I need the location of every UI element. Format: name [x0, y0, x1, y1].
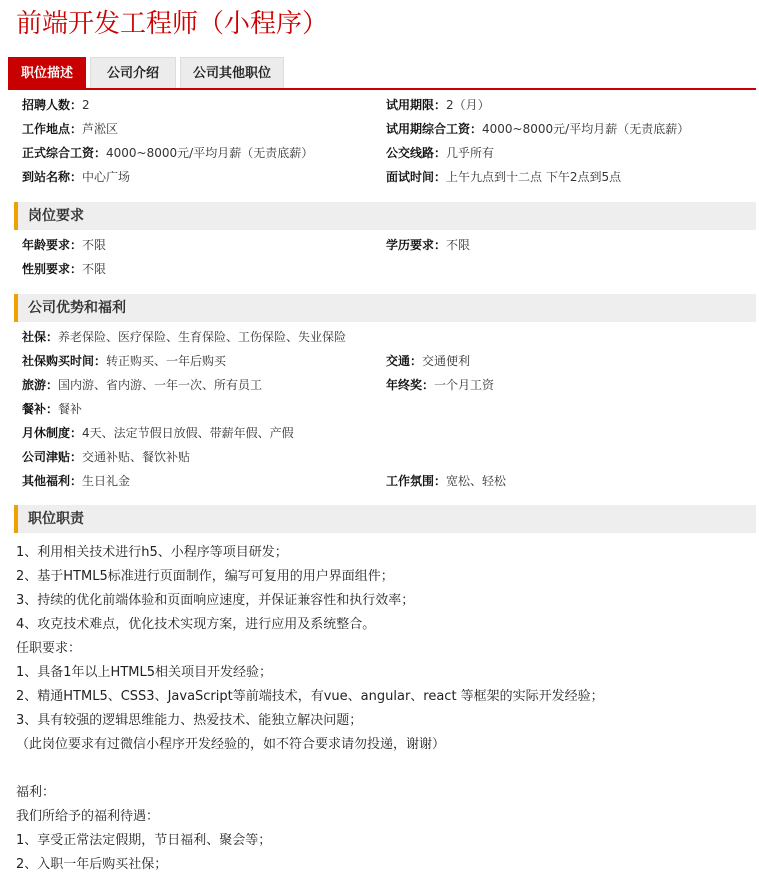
tab-other-positions[interactable]: 公司其他职位 [180, 57, 284, 88]
benefit-value: 一个月工资 [434, 378, 495, 392]
info-station [22, 167, 130, 187]
duties-description [16, 541, 746, 877]
info-label: 面试时间： [386, 170, 447, 184]
duty-line: 1、利用相关技术进行h5、小程序等项目研发； [16, 545, 288, 560]
section-header-duties [14, 505, 756, 533]
benefit-label: 社保： [22, 330, 59, 344]
duty-line: （此岗位要求有过微信小程序开发经验的，如不符合要求请勿投递，谢谢） [16, 737, 446, 752]
duty-line: 3、持续的优化前端体验和页面响应速度，并保证兼容性和执行效率； [16, 593, 415, 608]
benefit-label: 月休制度： [22, 426, 83, 440]
info-probation-period [386, 95, 490, 115]
info-label: 公交线路： [386, 146, 447, 160]
info-label: 试用期综合工资： [386, 122, 483, 136]
benefit-value: 国内游、省内游、一年一次、所有员工 [58, 378, 263, 392]
duty-line: 任职要求： [16, 641, 82, 656]
benefit-value: 生日礼金 [82, 474, 131, 488]
section-title: 公司优势和福利 [28, 300, 126, 316]
benefit-atmosphere [386, 471, 506, 491]
info-value: 几乎所有 [446, 146, 495, 160]
benefit-label: 社保购买时间： [22, 354, 107, 368]
benefit-travel [22, 375, 262, 395]
section-title: 职位职责 [28, 511, 84, 527]
info-work-location [22, 119, 118, 139]
benefit-value: 4天、法定节假日放假、带薪年假、产假 [82, 426, 294, 440]
benefit-value: 交通便利 [422, 354, 471, 368]
info-value: 4000~8000元/平均月薪（无责底薪） [106, 146, 314, 160]
benefit-social-insurance [22, 327, 346, 347]
section-title: 岗位要求 [28, 208, 84, 224]
info-value: 芦淞区 [82, 122, 119, 136]
benefit-value: 交通补贴、餐饮补贴 [82, 450, 191, 464]
benefit-monthly-leave [22, 423, 294, 443]
benefit-label: 公司津贴： [22, 450, 83, 464]
tab-job-description[interactable]: 职位描述 [8, 57, 86, 88]
duty-line: 2、基于HTML5标准进行页面制作，编写可复用的用户界面组件； [16, 569, 394, 584]
info-label: 正式综合工资： [22, 146, 107, 160]
info-label: 工作地点： [22, 122, 83, 136]
section-header-benefits [14, 294, 756, 322]
req-value: 不限 [82, 262, 107, 276]
req-label: 性别要求： [22, 262, 83, 276]
tab-company-intro[interactable]: 公司介绍 [90, 57, 176, 88]
benefit-label: 旅游： [22, 378, 59, 392]
info-value: 4000~8000元/平均月薪（无责底薪） [482, 122, 690, 136]
page-title: 前端开发工程师（小程序） [16, 9, 329, 39]
duty-line [16, 757, 746, 781]
info-bus-lines [386, 143, 494, 163]
benefit-year-end-bonus [386, 375, 494, 395]
benefit-label: 工作氛围： [386, 474, 447, 488]
info-value: 中心广场 [82, 170, 131, 184]
info-label: 到站名称： [22, 170, 83, 184]
benefit-value: 宽松、轻松 [446, 474, 507, 488]
section-header-requirements [14, 202, 756, 230]
duty-line: 1、具备1年以上HTML5相关项目开发经验； [16, 665, 272, 680]
req-age [22, 235, 106, 255]
benefit-value: 养老保险、医疗保险、生育保险、工伤保险、失业保险 [58, 330, 347, 344]
req-education [386, 235, 470, 255]
req-label: 年龄要求： [22, 238, 83, 252]
req-label: 学历要求： [386, 238, 447, 252]
benefit-transport [386, 351, 470, 371]
benefit-label: 其他福利： [22, 474, 83, 488]
benefit-insurance-time [22, 351, 226, 371]
info-value: 2（月） [446, 98, 490, 112]
duty-line: 我们所给予的福利待遇： [16, 809, 160, 824]
duty-line: 1、享受正常法定假期，节日福利、聚会等； [16, 833, 272, 848]
req-gender [22, 259, 106, 279]
info-formal-salary [22, 143, 313, 163]
info-interview-time [386, 167, 621, 187]
info-headcount [22, 95, 90, 115]
benefit-allowance [22, 447, 190, 467]
duty-line: 福利： [16, 785, 56, 800]
info-value: 2 [82, 98, 90, 112]
info-probation-salary [386, 119, 689, 139]
req-value: 不限 [82, 238, 107, 252]
tab-underline [8, 88, 756, 90]
duty-line: 3、具有较强的逻辑思维能力、热爱技术、能独立解决问题； [16, 713, 363, 728]
duty-line: 2、入职一年后购买社保； [16, 857, 168, 872]
info-label: 招聘人数： [22, 98, 83, 112]
benefit-label: 年终奖： [386, 378, 435, 392]
benefit-value: 餐补 [58, 402, 83, 416]
benefit-label: 餐补： [22, 402, 59, 416]
info-label: 试用期限： [386, 98, 447, 112]
benefit-meal [22, 399, 82, 419]
tab-bar [8, 57, 756, 89]
info-value: 上午九点到十二点 下午2点到5点 [446, 170, 622, 184]
benefit-other [22, 471, 130, 491]
duty-line: 4、攻克技术难点，优化技术实现方案，进行应用及系统整合。 [16, 617, 376, 632]
benefit-value: 转正购买、一年后购买 [106, 354, 227, 368]
benefit-label: 交通： [386, 354, 423, 368]
duty-line: 2、精通HTML5、CSS3、JavaScript等前端技术，有vue、angular、react 等框架的实际开发经验； [16, 689, 604, 704]
req-value: 不限 [446, 238, 471, 252]
